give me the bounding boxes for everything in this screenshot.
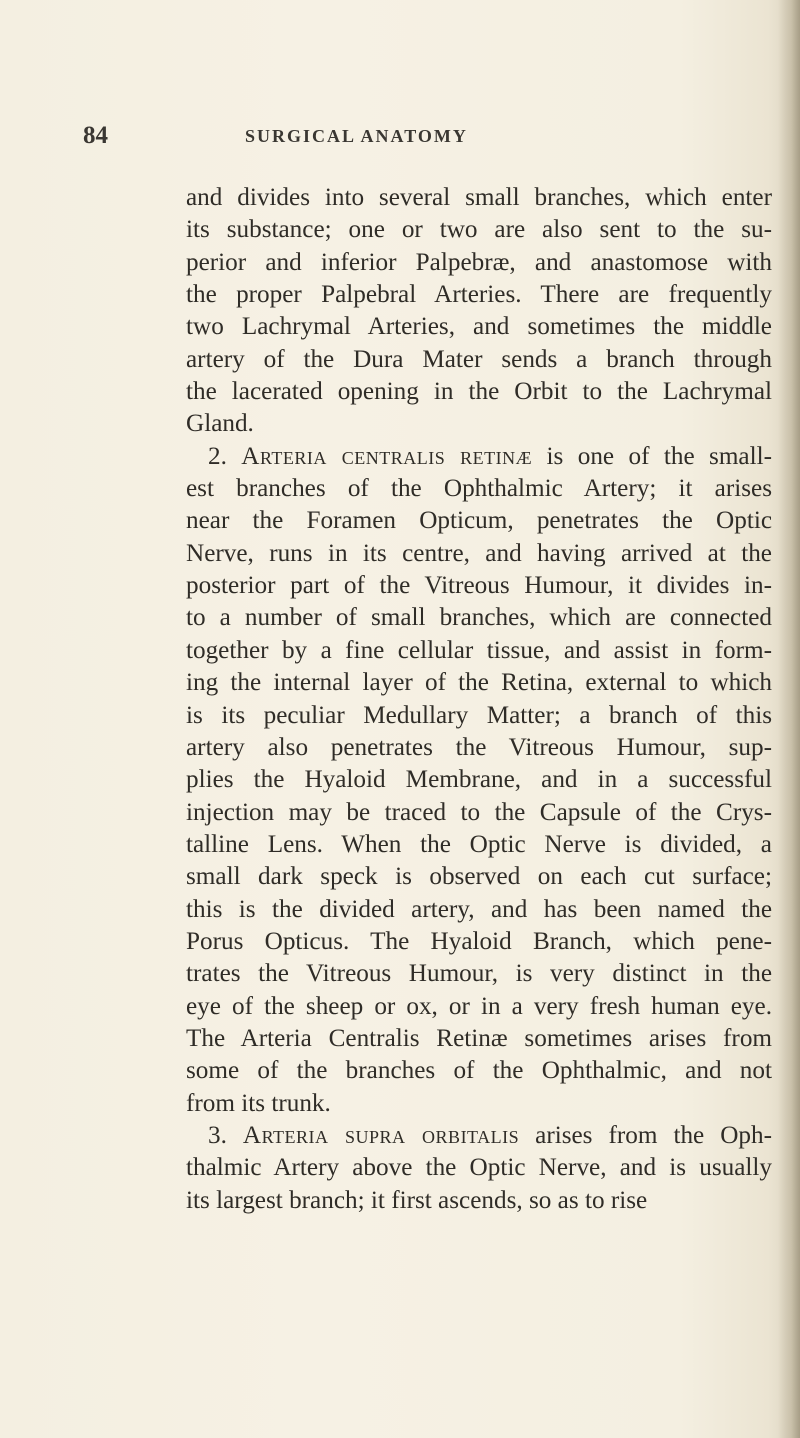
line-text: is one of the small- xyxy=(532,442,772,470)
section-number: 3. xyxy=(208,1121,243,1149)
text-line: injection may be traced to the Capsule of the Crys- xyxy=(186,798,772,826)
text-line: the lacerated opening in the Orbit to the Lachrymal xyxy=(186,378,772,406)
text-line: together by a fine cellular tissue, and assist in form- xyxy=(186,636,772,664)
text-line: ing the internal layer of the Retina, external to which xyxy=(186,669,772,697)
text-line: some of the branches of the Ophthalmic, and not xyxy=(186,1057,772,1085)
text-line: small dark speck is observed on each cut surface; xyxy=(186,863,772,891)
text-line: Gland. xyxy=(186,410,254,438)
text-line: the proper Palpebral Arteries. There are frequently xyxy=(186,281,772,309)
page-edge-shadow xyxy=(778,0,800,1438)
text-line: trates the Vitreous Humour, is very distinct in the xyxy=(186,960,772,988)
text-line: Porus Opticus. The Hyaloid Branch, which pene- xyxy=(186,927,772,955)
text-line: and divides into several small branches, which enter xyxy=(186,184,772,211)
text-line: The Arteria Centralis Retinæ sometimes arises from xyxy=(186,1024,772,1052)
body-text xyxy=(186,182,772,1217)
section-number: 2. xyxy=(208,442,242,470)
text-line: plies the Hyaloid Membrane, and in a successful xyxy=(186,766,772,794)
text-line: Nerve, runs in its centre, and having arrived at the xyxy=(186,539,772,567)
page-number: 84 xyxy=(83,122,108,149)
text-line: is its peculiar Medullary Matter; a branch of this xyxy=(186,701,772,729)
text-line: thalmic Artery above the Optic Nerve, and is usually xyxy=(186,1154,772,1182)
running-title: SURGICAL ANATOMY xyxy=(245,126,468,146)
text-line: talline Lens. When the Optic Nerve is divided, a xyxy=(186,830,772,858)
text-line: artery also penetrates the Vitreous Humour, sup- xyxy=(186,733,772,761)
line-text: arises from the Oph- xyxy=(519,1121,773,1149)
text-line: to a number of small branches, which are connected xyxy=(186,604,772,632)
artery-heading: Arteria supra orbitalis xyxy=(242,1121,520,1149)
running-head xyxy=(83,122,683,152)
text-line: eye of the sheep or ox, or in a very fresh human eye. xyxy=(186,992,772,1020)
text-line xyxy=(186,1120,772,1152)
text-line: its largest branch; it first ascends, so as to rise xyxy=(186,1186,648,1214)
text-line xyxy=(186,441,772,473)
text-line: its substance; one or two are also sent to the su- xyxy=(186,216,772,244)
text-line: artery of the Dura Mater sends a branch through xyxy=(186,345,772,373)
artery-heading: Arteria centralis retinæ xyxy=(241,442,533,470)
text-line: this is the divided artery, and has been named the xyxy=(186,895,772,923)
text-line: perior and inferior Palpebræ, and anastomose with xyxy=(186,248,772,276)
text-line: near the Foramen Opticum, penetrates the Optic xyxy=(186,507,772,535)
text-line: est branches of the Ophthalmic Artery; it arises xyxy=(186,475,772,503)
text-line: from its trunk. xyxy=(186,1089,331,1117)
text-line: posterior part of the Vitreous Humour, it divides in- xyxy=(186,572,772,600)
text-line: two Lachrymal Arteries, and sometimes the middle xyxy=(186,313,772,341)
